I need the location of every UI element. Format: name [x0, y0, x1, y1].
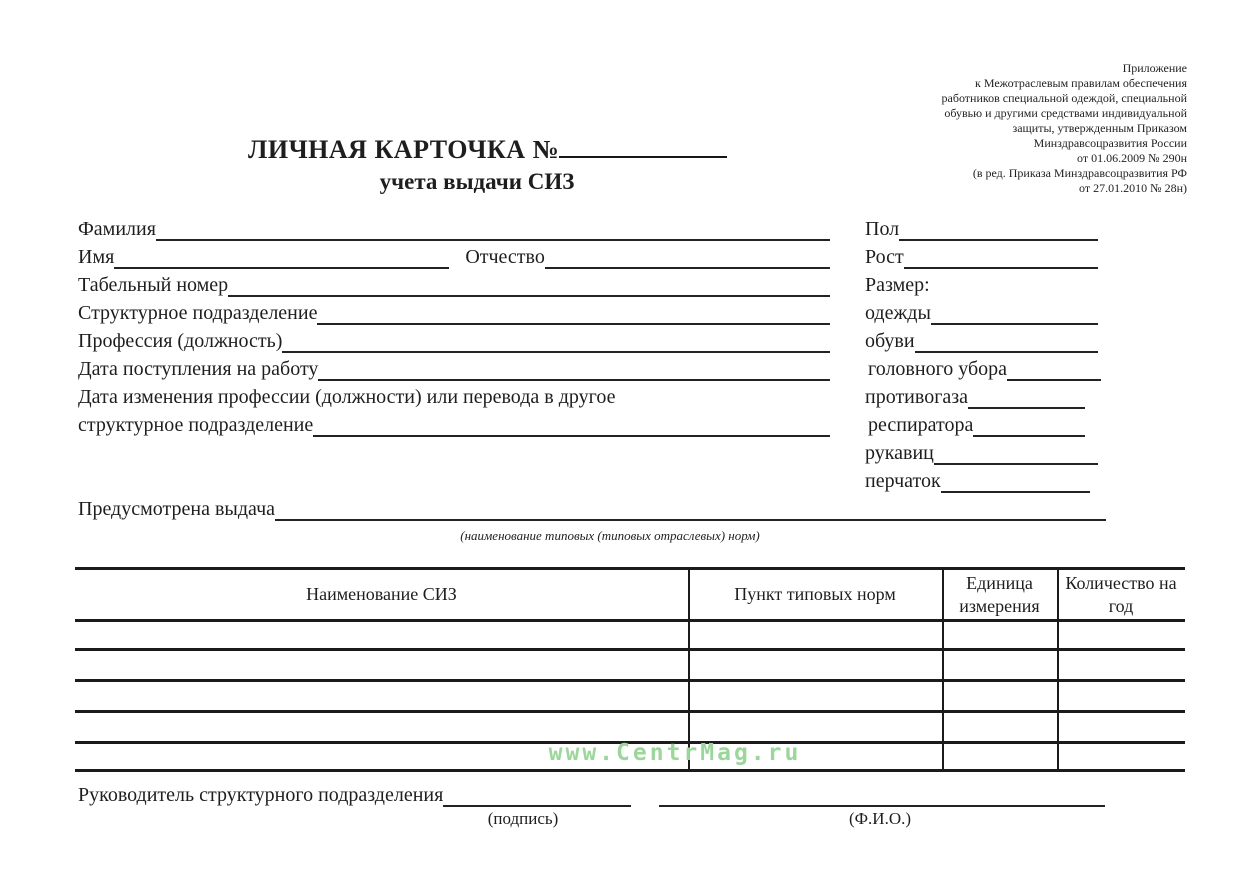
table-header-qty-per-year: Количество на год — [1065, 572, 1177, 616]
size-gas-mask-label: противогаза — [865, 386, 969, 408]
transfer-label-line1: Дата изменения профессии (должности) или перевода в другое — [78, 386, 616, 408]
size-gloves-blank — [941, 465, 1090, 493]
personnel-number-label: Табельный номер — [78, 274, 229, 296]
field-size-gas-mask — [865, 383, 1085, 409]
profession-blank — [282, 325, 830, 353]
field-size-headgear — [868, 355, 1101, 381]
personnel-number-blank — [228, 269, 830, 297]
gap — [631, 781, 659, 807]
legal-line: к Межотраслевым правилам обеспечения — [975, 76, 1187, 90]
field-profession — [78, 327, 830, 353]
size-gas-mask-blank — [968, 381, 1085, 409]
size-gloves-label: перчаток — [865, 470, 941, 492]
name-label: Имя — [78, 246, 115, 268]
hire-date-label: Дата поступления на работу — [78, 358, 319, 380]
hire-date-blank — [318, 353, 830, 381]
table-line — [75, 648, 1185, 651]
name-blank — [114, 241, 449, 269]
legal-line: обувью и другими средствами индивидуальной — [944, 106, 1187, 120]
table-line — [75, 769, 1185, 772]
legal-line: от 01.06.2009 № 290н — [1077, 151, 1187, 165]
sex-blank — [899, 213, 1098, 241]
height-blank — [904, 241, 1098, 269]
legal-line: Приложение — [1122, 61, 1187, 75]
table-header-norm-clause: Пункт типовых норм — [734, 584, 896, 604]
field-personnel-number — [78, 271, 830, 297]
table-header-ppe-name: Наименование СИЗ — [306, 584, 457, 604]
surname-label: Фамилия — [78, 218, 156, 240]
surname-blank — [156, 213, 830, 241]
field-issue-provided — [78, 495, 1106, 521]
transfer-label-line2: структурное подразделение — [78, 414, 314, 436]
size-clothing-blank — [931, 297, 1098, 325]
size-mittens-blank — [934, 437, 1098, 465]
watermark: www.CentrMag.ru — [548, 740, 802, 766]
issue-caption: (наименование типовых (типовых отраслевых) норм) — [460, 528, 760, 543]
issue-provided-label: Предусмотрена выдача — [78, 498, 276, 520]
field-transfer-line2 — [78, 411, 830, 437]
signature-row — [78, 781, 1105, 807]
field-sex — [865, 215, 1098, 241]
size-mittens-label: рукавиц — [865, 442, 934, 464]
sex-label: Пол — [865, 218, 900, 240]
card-number-blank — [559, 134, 727, 158]
form-title — [248, 134, 706, 165]
form-title-text: ЛИЧНАЯ КАРТОЧКА № — [248, 135, 560, 164]
size-respirator-blank — [973, 409, 1085, 437]
field-surname — [78, 215, 830, 241]
title-block — [248, 134, 706, 195]
field-size-clothing — [865, 299, 1098, 325]
field-transfer-line1 — [78, 383, 830, 409]
field-hire-date — [78, 355, 830, 381]
legal-line: Минздравсоцразвития России — [1033, 136, 1187, 150]
size-footwear-blank — [915, 325, 1098, 353]
size-headgear-blank — [1007, 353, 1101, 381]
field-size-mittens — [865, 439, 1098, 465]
size-header-label: Размер: — [865, 274, 930, 296]
field-size-gloves — [865, 467, 1090, 493]
patronymic-label: Отчество — [465, 246, 545, 268]
field-size-header — [865, 271, 1098, 297]
table-line — [75, 710, 1185, 713]
legal-line: защиты, утвержденным Приказом — [1012, 121, 1187, 135]
size-respirator-label: респиратора — [868, 414, 974, 436]
issue-provided-blank — [275, 493, 1106, 521]
field-size-footwear — [865, 327, 1098, 353]
table-header-row — [75, 570, 1185, 619]
field-name-patronymic — [78, 243, 830, 269]
profession-label: Профессия (должность) — [78, 330, 283, 352]
signature-blank — [443, 779, 631, 807]
field-height — [865, 243, 1098, 269]
table-line — [75, 619, 1185, 622]
signature-label: Руководитель структурного подразделения — [78, 784, 444, 806]
legal-line: работников специальной одеждой, специальной — [941, 91, 1187, 105]
legal-line: от 27.01.2010 № 28н) — [1079, 181, 1187, 195]
fullname-caption: (Ф.И.О.) — [848, 809, 912, 828]
signature-caption: (подпись) — [487, 809, 559, 828]
field-department — [78, 299, 830, 325]
gap — [449, 243, 465, 269]
legal-line: (в ред. Приказа Минздравсоцразвития РФ — [972, 166, 1187, 180]
form-subtitle: учета выдачи СИЗ — [379, 169, 575, 194]
legal-reference — [942, 61, 1187, 196]
patronymic-blank — [545, 241, 830, 269]
transfer-blank — [313, 409, 830, 437]
size-headgear-label: головного убора — [868, 358, 1008, 380]
size-clothing-label: одежды — [865, 302, 931, 324]
department-blank — [317, 297, 830, 325]
table-header-unit: Единица измерения — [959, 572, 1040, 616]
size-footwear-label: обуви — [865, 330, 915, 352]
field-size-respirator — [868, 411, 1085, 437]
height-label: Рост — [865, 246, 904, 268]
fullname-blank — [659, 779, 1105, 807]
department-label: Структурное подразделение — [78, 302, 318, 324]
table-line — [75, 679, 1185, 682]
